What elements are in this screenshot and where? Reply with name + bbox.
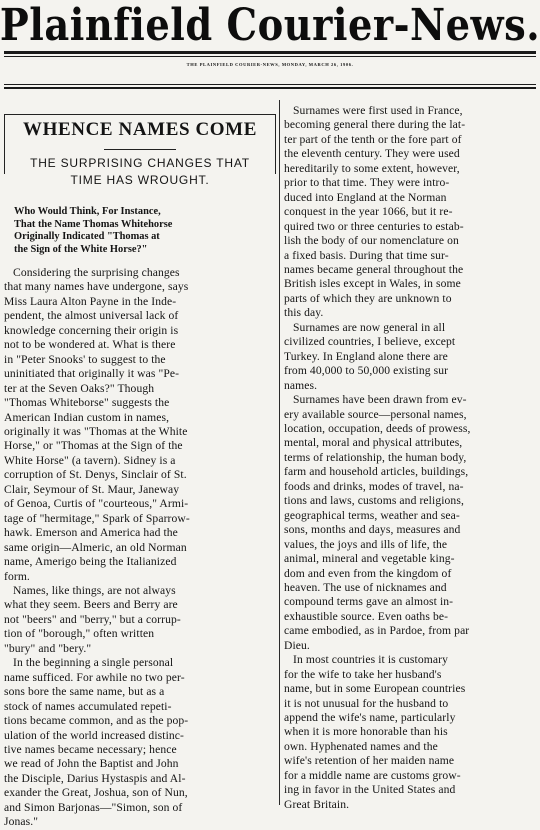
- body-text-line: that many names have undergone, says: [4, 280, 189, 294]
- body-text-line: geographical terms, weather and sea-: [284, 508, 460, 522]
- body-text-line: uninitiated that originally it was "Pe-: [4, 367, 180, 381]
- body-text-line: names became general throughout the: [284, 262, 464, 276]
- body-text-line: a fixed basis. During that time sur-: [284, 248, 449, 262]
- masthead: Plainfield Courier-News.: [0, 0, 540, 51]
- body-text-line: form.: [4, 569, 30, 583]
- body-text-line: names.: [284, 378, 318, 392]
- column-divider: [279, 100, 280, 805]
- article-right-column: [284, 104, 536, 811]
- body-text-line: becoming general there during the lat-: [284, 118, 466, 132]
- subhead-line: THE SURPRISING CHANGES THAT: [30, 156, 250, 170]
- body-text-line: wife's retention of her maiden name: [284, 754, 455, 768]
- body-text-line: animal, mineral and vegetable king-: [284, 552, 455, 566]
- body-text-line: name, Amerigo being the Italianized: [4, 555, 177, 569]
- body-text-line: it is not unusual for the husband to: [284, 696, 449, 710]
- body-text-line: this day.: [284, 306, 324, 320]
- dek-line: Who Would Think, For Instance,: [14, 206, 161, 217]
- dateline: THE PLAINFIELD COURIER-NEWS, MONDAY, MARCH 26, 1906.: [186, 62, 354, 67]
- body-text-line: hereditarily to some extent, however,: [284, 161, 460, 175]
- body-text-line: tion of "borough," often written: [4, 627, 155, 641]
- body-text-line: exander the Great, Joshua, son of Nun,: [4, 786, 188, 800]
- body-text-line: Turkey. In England alone there are: [284, 349, 448, 363]
- body-text-line: British isles except in Wales, in some: [284, 277, 461, 291]
- body-text-line: originally it was "Thomas at the White: [4, 424, 188, 438]
- body-text-line: sons, months and days, measures and: [284, 523, 461, 537]
- article-subhead: [4, 155, 276, 189]
- body-text-line: dom and even from the kingdom of: [284, 566, 452, 580]
- body-text-line: exhaustible source. Even oaths be-: [284, 609, 449, 623]
- body-text-line: Great Britain.: [284, 797, 350, 811]
- dateline-rule-thick: [4, 87, 536, 89]
- body-text-line: Dieu.: [284, 638, 310, 652]
- body-text-line: In the beginning a single personal: [13, 656, 174, 670]
- body-text-line: for a middle name are customs grow-: [284, 768, 461, 782]
- headline-rule: [104, 149, 176, 150]
- body-text-line: we read of John the Baptist and John: [4, 757, 179, 771]
- body-text-line: parts of which they are unknown to: [284, 291, 452, 305]
- body-text-line: farm and household articles, buildings,: [284, 465, 469, 479]
- article-left-column: [4, 103, 276, 829]
- body-text-line: tive names became necessary; hence: [4, 742, 177, 756]
- article-dek: [14, 206, 268, 256]
- body-text-line: the Disciple, Darius Hystaspis and Al-: [4, 771, 186, 785]
- body-text-line: conquest in the year 1066, but it re-: [284, 205, 453, 219]
- body-text-line: In most countries it is customary: [293, 653, 448, 667]
- body-text-line: of Genoa, Curtis of "courteous," Armi-: [4, 497, 189, 511]
- dek-line: Originally Indicated "Thomas at: [14, 231, 160, 242]
- body-text-line: quired two or three centuries to estab-: [284, 219, 464, 233]
- body-text-line: the eleventh century. They were used: [284, 147, 460, 161]
- body-text-line: tions and laws, customs and religions,: [284, 494, 464, 508]
- body-text-line: Surnames have been drawn from ev-: [293, 393, 467, 407]
- body-text-line: values, the joys and ills of life, the: [284, 537, 448, 551]
- body-text-line: mental, moral and physical attributes,: [284, 436, 463, 450]
- body-text-line: what they seem. Beers and Berry are: [4, 598, 178, 612]
- body-text-line: heaven. The use of nicknames and: [284, 580, 447, 594]
- body-text-line: when it is more honorable than his: [284, 725, 448, 739]
- body-text-line: American Indian custom in names,: [4, 410, 170, 424]
- body-text-line: knowledge concerning their origin is: [4, 323, 179, 337]
- body-text-line: Surnames were first used in France,: [293, 104, 463, 117]
- body-text-line: tage of "hermitage," Spark of Sparrow-: [4, 511, 190, 525]
- body-text-line: White Horse" (a tavern). Sidney is a: [4, 453, 176, 467]
- body-text-line: Horse," or "Thomas at the Sign of the: [4, 439, 183, 453]
- body-text-line: location, occupation, deeds of prowess,: [284, 421, 471, 435]
- body-text-line: in "Peter Snooks' to suggest to the: [4, 352, 166, 366]
- body-text-line: for the wife to take her husband's: [284, 667, 442, 681]
- body-text-line: own. Hyphenated names and the: [284, 739, 438, 753]
- body-text-line: lish the body of our nomenclature on: [284, 234, 459, 248]
- body-text-line: sons bore the same name, but as a: [4, 685, 165, 699]
- body-text-line: not "beers" and "berry," but a corrup-: [4, 612, 181, 626]
- masthead-rule-thin: [4, 56, 536, 57]
- article-body-right: [284, 104, 536, 812]
- body-text-line: and Simon Barjonas—"Simon, son of: [4, 800, 183, 814]
- body-text-line: stock of names accumulated repeti-: [4, 699, 172, 713]
- body-text-line: ter part of the tenth or the fore part of: [284, 132, 462, 146]
- body-text-line: corruption of St. Denys, Sinclair of St.: [4, 468, 187, 482]
- body-text-line: name, but in some European countries: [284, 682, 466, 696]
- body-text-line: came embodied, as in Pardoe, from par: [284, 624, 470, 638]
- article-headline: WHENCE NAMES COME: [23, 119, 257, 140]
- body-text-line: ing in favor in the United States and: [284, 783, 456, 797]
- body-text-line: foods and drinks, modes of travel, na-: [284, 479, 464, 493]
- body-text-line: Names, like things, are not always: [13, 583, 176, 597]
- dek-line: That the Name Thomas Whitehorse: [14, 218, 173, 230]
- body-text-line: Jonas.": [4, 815, 39, 829]
- body-text-line: Clair, Seymour of St. Maur, Janeway: [4, 482, 180, 496]
- body-text-line: ulation of the world increased distinc-: [4, 728, 185, 742]
- body-text-line: prior to that time. They were intro-: [284, 176, 450, 190]
- body-text-line: pendent, the almost universal lack of: [4, 309, 179, 323]
- body-text-line: append the wife's name, particularly: [284, 711, 456, 725]
- subhead-line: TIME HAS WROUGHT.: [70, 173, 210, 187]
- body-text-line: tions became common, and as the pop-: [4, 714, 189, 728]
- body-text-line: Surnames are now general in all: [293, 320, 446, 334]
- body-text-line: "bury" and "bery.": [4, 641, 92, 655]
- body-text-line: same origin—Almeric, an old Norman: [4, 540, 187, 554]
- dateline-rule: [4, 84, 536, 85]
- body-text-line: Miss Laura Alton Payne in the Inde-: [4, 294, 177, 308]
- body-text-line: Considering the surprising changes: [13, 266, 180, 279]
- body-text-line: compound terms gave an almost in-: [284, 595, 454, 609]
- body-text-line: terms of relationship, the human body,: [284, 450, 467, 464]
- dek-line: the Sign of the White Horse?": [14, 243, 148, 255]
- body-text-line: civilized countries, I believe, except: [284, 335, 456, 349]
- body-text-line: ery available source—personal names,: [284, 407, 467, 421]
- body-text-line: not to be wondered at. What is there: [4, 338, 176, 352]
- article-body-left: [4, 266, 276, 830]
- body-text-line: name sufficed. For awhile no two per-: [4, 670, 185, 684]
- body-text-line: duced into England at the Norman: [284, 190, 447, 204]
- masthead-rule: [4, 51, 536, 54]
- body-text-line: ter at the Seven Oaks?" Though: [4, 381, 155, 395]
- body-text-line: "Thomas Whiteborse" suggests the: [4, 396, 170, 410]
- body-text-line: hawk. Emerson and America had the: [4, 526, 178, 540]
- body-text-line: from 40,000 to 50,000 existing sur: [284, 364, 449, 378]
